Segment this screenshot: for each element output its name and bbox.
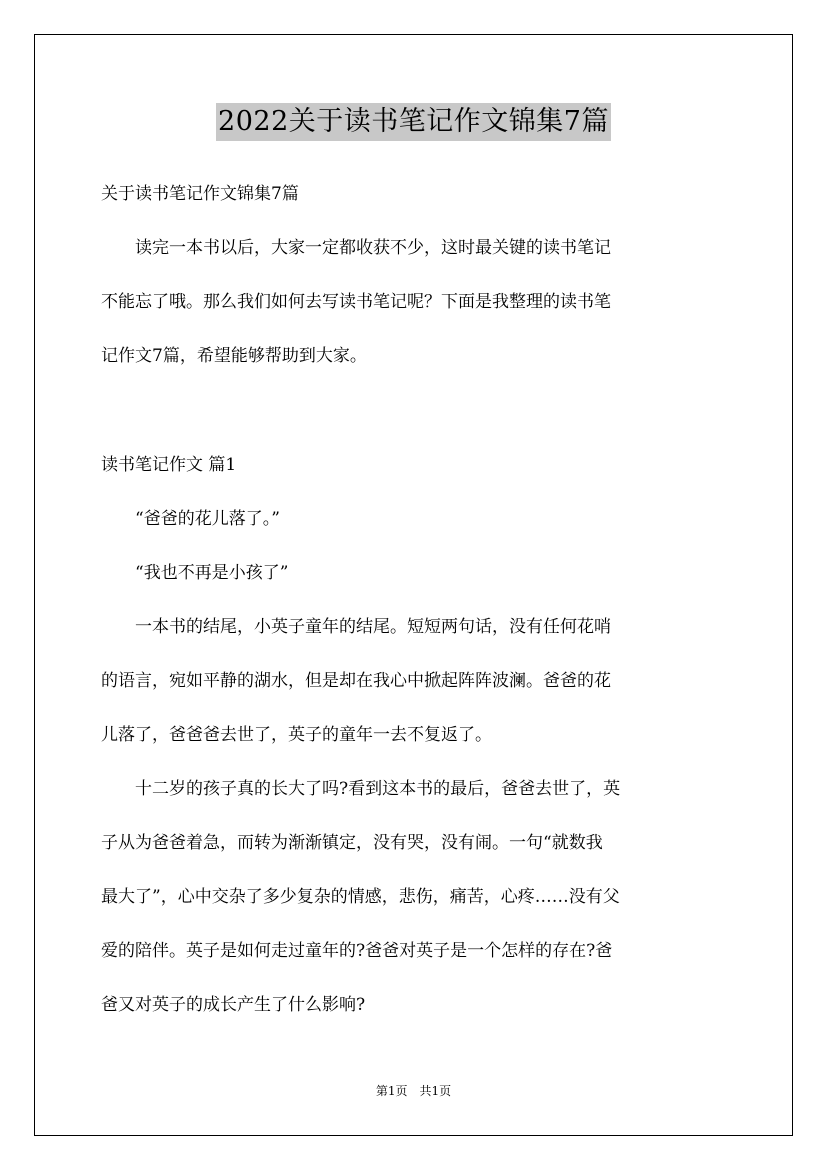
paragraph-line: 子从为爸爸着急，而转为渐渐镇定，没有哭，没有闹。一句“就数我 xyxy=(101,833,603,853)
title-container xyxy=(0,103,827,141)
paragraph-line: 爸又对英子的成长产生了什么影响? xyxy=(101,995,366,1015)
paragraph-line: 最大了”，心中交杂了多少复杂的情感，悲伤，痛苦，心疼……没有父 xyxy=(101,887,620,907)
paragraph-line: 爱的陪伴。英子是如何走过童年的?爸爸对英子是一个怎样的存在?爸 xyxy=(101,941,613,961)
section-heading: 读书笔记作文 篇1 xyxy=(101,455,237,475)
intro-line: 记作文7篇，希望能够帮助到大家。 xyxy=(101,346,367,366)
document-title: 2022关于读书笔记作文锦集7篇 xyxy=(216,103,611,141)
intro-line: 不能忘了哦。那么我们如何去写读书笔记呢？下面是我整理的读书笔 xyxy=(101,292,611,312)
intro-line: 读完一本书以后，大家一定都收获不少，这时最关键的读书笔记 xyxy=(101,238,611,258)
page-footer: 第1页 共1页 xyxy=(375,1084,452,1098)
document-subtitle: 关于读书笔记作文锦集7篇 xyxy=(101,184,299,204)
quote-line: “我也不再是小孩了” xyxy=(101,563,289,583)
paragraph-line: 十二岁的孩子真的长大了吗?看到这本书的最后，爸爸去世了，英 xyxy=(101,779,621,799)
paragraph-line: 儿落了，爸爸爸去世了，英子的童年一去不复返了。 xyxy=(101,725,492,745)
paragraph-line: 的语言，宛如平静的湖水，但是却在我心中掀起阵阵波澜。爸爸的花 xyxy=(101,671,611,691)
quote-line: “爸爸的花儿落了。” xyxy=(101,509,280,529)
paragraph-line: 一本书的结尾，小英子童年的结尾。短短两句话，没有任何花哨 xyxy=(101,617,611,637)
